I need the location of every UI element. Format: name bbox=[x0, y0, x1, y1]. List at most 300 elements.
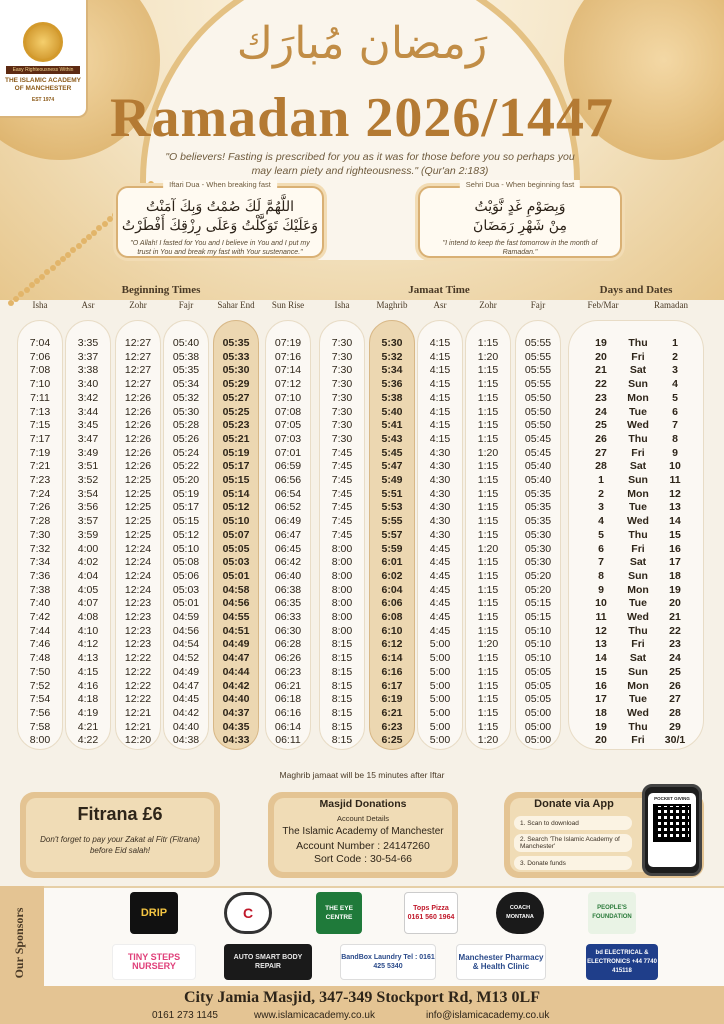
sponsor-bandbox-laundry[interactable]: BandBox Laundry Tel : 0161 425 5340 bbox=[340, 944, 436, 980]
time-cell: 7:08 bbox=[29, 364, 51, 377]
ramadan-day-cell: 17 bbox=[669, 556, 681, 569]
time-cell: 05:08 bbox=[172, 556, 200, 569]
time-cell: 4:45 bbox=[429, 556, 451, 569]
time-cell: 3:52 bbox=[77, 474, 99, 486]
time-cell: 1:15 bbox=[477, 515, 499, 528]
time-cell: 7:32 bbox=[29, 542, 51, 555]
time-cell: 06:52 bbox=[274, 501, 302, 514]
time-cell: 4:30 bbox=[429, 460, 451, 473]
table-row bbox=[0, 720, 724, 735]
time-cell: 05:50 bbox=[524, 419, 552, 432]
time-cell: 05:00 bbox=[524, 720, 552, 733]
time-cell: 5:00 bbox=[429, 706, 451, 719]
time-cell: 06:28 bbox=[274, 638, 302, 651]
date-cell: 7 bbox=[598, 556, 604, 569]
time-cell: 04:54 bbox=[172, 638, 200, 651]
time-cell: 06:56 bbox=[274, 474, 302, 486]
time-cell: 5:00 bbox=[429, 679, 451, 692]
time-cell: 1:15 bbox=[477, 405, 499, 418]
sehri-dua-english: "I intend to keep the fast tomorrow in the month of Ramadan." bbox=[442, 240, 598, 256]
table-row bbox=[0, 363, 724, 378]
weekday-cell: Tue bbox=[629, 693, 647, 706]
table-row bbox=[0, 500, 724, 515]
table-row bbox=[0, 391, 724, 406]
time-cell: 5:34 bbox=[381, 364, 403, 377]
time-cell: 05:10 bbox=[524, 624, 552, 637]
weekday-cell: Wed bbox=[627, 515, 649, 528]
time-cell: 12:22 bbox=[124, 665, 152, 678]
iftar-dua-arabic-1: اللَّهُمَّ لَكَ صُمْتُ وَبِكَ آمَنْتُ bbox=[146, 199, 294, 215]
time-cell: 6:25 bbox=[381, 734, 403, 747]
time-cell: 4:10 bbox=[77, 624, 99, 637]
ramadan-day-cell: 29 bbox=[669, 720, 681, 733]
time-cell: 5:45 bbox=[381, 446, 403, 459]
time-cell: 1:15 bbox=[477, 720, 499, 733]
time-cell: 05:20 bbox=[524, 569, 552, 582]
sponsor-c-logo[interactable]: C bbox=[224, 892, 272, 934]
ramadan-day-cell: 3 bbox=[672, 364, 678, 377]
time-cell: 7:34 bbox=[29, 556, 51, 569]
table-row bbox=[0, 336, 724, 351]
time-cell: 05:14 bbox=[222, 487, 250, 500]
weekday-cell: Sun bbox=[628, 665, 648, 678]
time-cell: 05:27 bbox=[222, 391, 250, 404]
sponsor-coach-montana[interactable]: COACH MONTANA bbox=[496, 892, 544, 934]
iftar-dua-box bbox=[116, 180, 324, 258]
time-cell: 7:45 bbox=[331, 474, 353, 486]
footer-phone[interactable]: 0161 273 1145 bbox=[152, 1010, 218, 1021]
date-cell: 9 bbox=[598, 583, 604, 596]
date-cell: 13 bbox=[595, 638, 607, 651]
time-cell: 4:15 bbox=[429, 378, 451, 391]
time-cell: 4:08 bbox=[77, 611, 99, 623]
time-cell: 05:33 bbox=[222, 350, 250, 363]
time-cell: 04:56 bbox=[222, 597, 250, 610]
ramadan-day-cell: 27 bbox=[669, 693, 681, 706]
weekday-cell: Sun bbox=[628, 378, 648, 391]
column-header: Asr bbox=[81, 300, 95, 310]
time-cell: 04:58 bbox=[222, 583, 250, 596]
sponsor-manchester-pharmacy[interactable]: Manchester Pharmacy & Health Clinic bbox=[456, 944, 546, 980]
ramadan-day-cell: 22 bbox=[669, 624, 681, 637]
time-cell: 05:32 bbox=[172, 391, 200, 404]
time-cell: 04:33 bbox=[222, 734, 250, 747]
table-row bbox=[0, 487, 724, 502]
time-cell: 05:03 bbox=[172, 583, 200, 596]
time-cell: 1:15 bbox=[477, 487, 499, 500]
weekday-cell: Sat bbox=[629, 364, 647, 377]
time-cell: 7:45 bbox=[331, 528, 353, 541]
sponsor-bd-electrical[interactable]: bd ELECTRICAL & ELECTRONICS +44 7740 415118 bbox=[586, 944, 658, 980]
time-cell: 1:20 bbox=[477, 734, 499, 747]
time-cell: 5:00 bbox=[429, 693, 451, 706]
time-cell: 4:30 bbox=[429, 528, 451, 541]
time-cell: 05:07 bbox=[222, 528, 250, 541]
time-cell: 05:01 bbox=[222, 569, 250, 582]
time-cell: 7:28 bbox=[29, 515, 51, 528]
footer-website[interactable]: www.islamicacademy.co.uk bbox=[254, 1010, 375, 1021]
app-step-2: 2. Search 'The Islamic Academy of Manchester' bbox=[514, 834, 632, 852]
time-cell: 4:02 bbox=[77, 556, 99, 569]
time-cell: 12:26 bbox=[124, 405, 152, 418]
date-cell: 8 bbox=[598, 569, 604, 582]
days-dates-heading: Days and Dates bbox=[599, 284, 673, 296]
sponsor-drip[interactable]: DRIP bbox=[130, 892, 178, 934]
time-cell: 1:15 bbox=[477, 378, 499, 391]
date-cell: 6 bbox=[598, 542, 604, 555]
time-cell: 05:50 bbox=[524, 391, 552, 404]
time-cell: 06:21 bbox=[274, 679, 302, 692]
time-cell: 3:57 bbox=[77, 515, 99, 528]
time-cell: 4:15 bbox=[429, 405, 451, 418]
donations-title: Masjid Donations bbox=[319, 798, 407, 810]
time-cell: 7:54 bbox=[29, 693, 51, 706]
time-cell: 7:38 bbox=[29, 583, 51, 596]
bead-decoration bbox=[65, 252, 71, 258]
time-cell: 06:30 bbox=[274, 624, 302, 637]
time-cell: 5:00 bbox=[429, 665, 451, 678]
time-cell: 05:35 bbox=[524, 501, 552, 514]
time-cell: 07:08 bbox=[274, 405, 302, 418]
time-cell: 8:15 bbox=[331, 679, 353, 692]
time-cell: 12:25 bbox=[124, 528, 152, 541]
time-cell: 05:17 bbox=[172, 501, 200, 514]
time-cell: 05:45 bbox=[524, 446, 552, 459]
table-row bbox=[0, 637, 724, 652]
date-cell: 20 bbox=[595, 350, 607, 363]
column-header: Isha bbox=[334, 300, 350, 310]
time-cell: 12:22 bbox=[124, 679, 152, 692]
table-row bbox=[0, 418, 724, 433]
time-cell: 7:58 bbox=[29, 720, 51, 733]
table-row bbox=[0, 692, 724, 707]
time-cell: 8:15 bbox=[331, 706, 353, 719]
sponsor-peoples-foundation[interactable]: PEOPLE'S FOUNDATION bbox=[588, 892, 636, 934]
table-row bbox=[0, 432, 724, 447]
donations-account-number[interactable]: Account Number : 24147260 bbox=[296, 840, 430, 852]
date-cell: 22 bbox=[595, 378, 607, 391]
time-cell: 6:12 bbox=[381, 638, 403, 651]
time-cell: 8:00 bbox=[331, 624, 353, 637]
time-cell: 4:45 bbox=[429, 583, 451, 596]
time-cell: 4:15 bbox=[429, 364, 451, 377]
time-cell: 04:40 bbox=[222, 693, 250, 706]
phone-qr-graphic[interactable] bbox=[642, 784, 702, 876]
time-cell: 06:54 bbox=[274, 487, 302, 500]
time-cell: 05:01 bbox=[172, 597, 200, 610]
time-cell: 05:05 bbox=[524, 665, 552, 678]
time-cell: 06:14 bbox=[274, 720, 302, 733]
time-cell: 7:30 bbox=[29, 528, 51, 541]
time-cell: 04:37 bbox=[222, 706, 250, 719]
time-cell: 4:21 bbox=[77, 720, 99, 733]
time-cell: 05:30 bbox=[524, 528, 552, 541]
time-cell: 7:13 bbox=[29, 405, 51, 418]
date-cell: 17 bbox=[595, 693, 607, 706]
time-cell: 05:05 bbox=[524, 679, 552, 692]
date-cell: 18 bbox=[595, 706, 607, 719]
column-header: Isha bbox=[32, 300, 48, 310]
ramadan-day-cell: 13 bbox=[669, 501, 681, 514]
maghrib-note: Maghrib jamaat will be 15 minutes after Iftar bbox=[279, 770, 445, 780]
time-cell: 12:23 bbox=[124, 638, 152, 651]
time-cell: 1:15 bbox=[477, 624, 499, 637]
time-cell: 05:15 bbox=[222, 474, 250, 486]
time-cell: 7:30 bbox=[331, 419, 353, 432]
time-cell: 06:35 bbox=[274, 597, 302, 610]
phone-label: POCKET GIVING bbox=[654, 796, 690, 801]
column-header: Zohr bbox=[479, 300, 497, 310]
time-cell: 5:00 bbox=[429, 720, 451, 733]
time-cell: 05:55 bbox=[524, 350, 552, 363]
time-cell: 1:15 bbox=[477, 501, 499, 514]
time-cell: 12:25 bbox=[124, 501, 152, 514]
time-cell: 7:30 bbox=[331, 391, 353, 404]
time-cell: 7:11 bbox=[30, 391, 50, 404]
date-cell: 2 bbox=[598, 487, 604, 500]
time-cell: 1:15 bbox=[477, 693, 499, 706]
iftar-dua-english: "O Allah! I fasted for You and I believe in You and I put my trust in You and break my fast with Your sustenance." bbox=[130, 240, 310, 256]
table-row bbox=[0, 596, 724, 611]
table-row bbox=[0, 555, 724, 570]
footer-email[interactable]: info@islamicacademy.co.uk bbox=[426, 1010, 550, 1021]
time-cell: 4:30 bbox=[429, 446, 451, 459]
footer-address: City Jamia Masjid, 347-349 Stockport Rd, M13 0LF bbox=[184, 989, 540, 1006]
time-cell: 12:26 bbox=[124, 391, 152, 404]
fitrana-text: Don't forget to pay your Zakat al Fitr (Fitrana) before Eid salah! bbox=[40, 835, 200, 855]
time-cell: 7:36 bbox=[29, 569, 51, 582]
ramadan-day-cell: 18 bbox=[669, 569, 681, 582]
time-cell: 05:10 bbox=[524, 652, 552, 665]
ramadan-day-cell: 9 bbox=[672, 446, 678, 459]
bead-decoration bbox=[102, 221, 108, 227]
time-cell: 07:05 bbox=[274, 419, 302, 432]
fitrana-panel bbox=[20, 792, 220, 878]
weekday-cell: Thu bbox=[628, 337, 648, 349]
time-cell: 8:15 bbox=[331, 693, 353, 706]
time-cell: 7:06 bbox=[29, 350, 51, 363]
time-cell: 7:30 bbox=[331, 337, 353, 349]
weekday-cell: Thu bbox=[628, 624, 648, 637]
time-cell: 12:21 bbox=[124, 720, 152, 733]
sehri-dua-arabic-1: وَبِصَوْمِ غَدٍ نَّوَيْتُ bbox=[474, 199, 566, 215]
weekday-cell: Mon bbox=[627, 487, 649, 500]
bead-decoration bbox=[91, 230, 97, 236]
ramadan-day-cell: 8 bbox=[672, 432, 678, 445]
weekday-cell: Thu bbox=[628, 720, 648, 733]
time-cell: 4:45 bbox=[429, 597, 451, 610]
time-cell: 1:15 bbox=[477, 679, 499, 692]
table-row bbox=[0, 679, 724, 694]
date-cell: 23 bbox=[595, 391, 607, 404]
time-cell: 4:00 bbox=[77, 542, 99, 555]
sponsors-label: Our Sponsors bbox=[12, 907, 26, 979]
time-cell: 7:50 bbox=[29, 665, 51, 678]
donations-sort-code[interactable]: Sort Code : 30-54-66 bbox=[313, 853, 413, 865]
time-cell: 1:15 bbox=[477, 419, 499, 432]
time-cell: 04:47 bbox=[222, 652, 250, 665]
weekday-cell: Sat bbox=[629, 460, 647, 473]
time-cell: 12:22 bbox=[124, 693, 152, 706]
ramadan-day-cell: 10 bbox=[669, 460, 681, 473]
time-cell: 8:00 bbox=[331, 583, 353, 596]
time-cell: 05:00 bbox=[524, 706, 552, 719]
time-cell: 12:27 bbox=[124, 364, 152, 377]
time-cell: 8:00 bbox=[331, 611, 353, 623]
time-cell: 12:24 bbox=[124, 556, 152, 569]
time-cell: 4:15 bbox=[429, 391, 451, 404]
date-cell: 15 bbox=[595, 665, 607, 678]
sponsor-tiny-steps[interactable]: TINY STEPS NURSERY bbox=[112, 944, 196, 980]
weekday-cell: Sun bbox=[628, 569, 648, 582]
column-header: Asr bbox=[433, 300, 447, 310]
time-cell: 1:15 bbox=[477, 364, 499, 377]
table-row bbox=[0, 459, 724, 474]
time-cell: 6:06 bbox=[381, 597, 403, 610]
date-cell: 1 bbox=[598, 474, 604, 486]
date-cell: 4 bbox=[598, 515, 604, 528]
time-cell: 1:15 bbox=[477, 665, 499, 678]
time-cell: 05:12 bbox=[222, 501, 250, 514]
column-header: Fajr bbox=[530, 300, 546, 310]
time-cell: 12:25 bbox=[124, 515, 152, 528]
time-cell: 4:19 bbox=[77, 706, 99, 719]
weekday-cell: Fri bbox=[631, 638, 645, 651]
time-cell: 05:20 bbox=[524, 583, 552, 596]
time-cell: 12:21 bbox=[124, 706, 152, 719]
time-cell: 06:16 bbox=[274, 706, 302, 719]
arabic-title: رَمضان مُبارَك bbox=[236, 18, 488, 69]
table-row bbox=[0, 446, 724, 461]
time-cell: 05:05 bbox=[222, 542, 250, 555]
time-cell: 8:15 bbox=[331, 665, 353, 678]
time-cell: 7:21 bbox=[29, 460, 51, 473]
time-cell: 8:00 bbox=[331, 597, 353, 610]
time-cell: 1:15 bbox=[477, 337, 499, 349]
sponsor-auto-smart[interactable]: AUTO SMART BODY REPAIR bbox=[224, 944, 312, 980]
time-cell: 5:00 bbox=[429, 734, 451, 747]
weekday-cell: Tue bbox=[629, 597, 647, 610]
time-cell: 7:48 bbox=[29, 652, 51, 665]
date-cell: 11 bbox=[595, 611, 607, 623]
time-cell: 1:20 bbox=[477, 446, 499, 459]
time-cell: 05:15 bbox=[172, 515, 200, 528]
time-cell: 05:35 bbox=[524, 515, 552, 528]
time-cell: 4:15 bbox=[429, 432, 451, 445]
time-cell: 06:11 bbox=[275, 734, 301, 747]
time-cell: 04:40 bbox=[172, 720, 200, 733]
time-cell: 06:42 bbox=[274, 556, 302, 569]
time-cell: 06:26 bbox=[274, 652, 302, 665]
time-cell: 7:24 bbox=[29, 487, 51, 500]
time-cell: 1:15 bbox=[477, 611, 499, 623]
time-cell: 4:15 bbox=[77, 665, 99, 678]
date-cell: 28 bbox=[595, 460, 607, 473]
time-cell: 4:30 bbox=[429, 515, 451, 528]
weekday-cell: Sat bbox=[629, 556, 647, 569]
app-step-1: 1. Scan to download bbox=[514, 816, 632, 830]
table-row bbox=[0, 706, 724, 721]
ramadan-day-cell: 7 bbox=[672, 419, 678, 432]
sponsor-tops-pizza[interactable]: Tops Pizza 0161 560 1964 bbox=[404, 892, 458, 934]
time-cell: 3:42 bbox=[77, 391, 99, 404]
logo-est: EST 1974 bbox=[31, 97, 55, 103]
time-cell: 4:22 bbox=[77, 734, 99, 747]
time-cell: 5:32 bbox=[381, 350, 403, 363]
date-cell: 12 bbox=[595, 624, 607, 637]
ramadan-day-cell: 28 bbox=[669, 706, 681, 719]
time-cell: 8:00 bbox=[331, 556, 353, 569]
ramadan-day-cell: 2 bbox=[672, 350, 678, 363]
time-cell: 8:15 bbox=[331, 652, 353, 665]
time-cell: 05:25 bbox=[222, 405, 250, 418]
time-cell: 4:45 bbox=[429, 542, 451, 555]
time-cell: 05:10 bbox=[222, 515, 250, 528]
table-row bbox=[0, 583, 724, 598]
time-cell: 05:40 bbox=[524, 474, 552, 486]
weekday-cell: Tue bbox=[629, 501, 647, 514]
date-cell: 25 bbox=[595, 419, 607, 432]
time-cell: 05:30 bbox=[524, 556, 552, 569]
sponsor-eye-centre[interactable]: THE EYE CENTRE bbox=[316, 892, 362, 934]
time-cell: 5:49 bbox=[381, 474, 403, 486]
time-cell: 7:30 bbox=[331, 378, 353, 391]
time-cell: 7:30 bbox=[331, 364, 353, 377]
time-cell: 1:15 bbox=[477, 528, 499, 541]
time-cell: 5:55 bbox=[381, 515, 403, 528]
time-cell: 7:45 bbox=[331, 446, 353, 459]
weekday-cell: Wed bbox=[627, 419, 649, 432]
table-row bbox=[0, 733, 724, 748]
time-cell: 05:20 bbox=[172, 474, 200, 486]
weekday-cell: Tue bbox=[629, 405, 647, 418]
time-cell: 05:30 bbox=[172, 405, 200, 418]
weekday-cell: Fri bbox=[631, 446, 645, 459]
time-cell: 12:24 bbox=[124, 542, 152, 555]
time-cell: 5:36 bbox=[381, 378, 403, 391]
qr-code-icon[interactable] bbox=[653, 804, 691, 842]
time-cell: 6:14 bbox=[381, 652, 403, 665]
donate-app-title: Donate via App bbox=[534, 798, 614, 810]
time-cell: 07:14 bbox=[274, 364, 302, 377]
time-cell: 05:23 bbox=[222, 419, 250, 432]
ramadan-day-cell: 30/1 bbox=[664, 734, 686, 747]
ramadan-day-cell: 26 bbox=[669, 679, 681, 692]
time-cell: 5:53 bbox=[381, 501, 403, 514]
donations-account-name[interactable]: The Islamic Academy of Manchester bbox=[282, 826, 444, 837]
time-cell: 12:23 bbox=[124, 611, 152, 623]
time-cell: 04:49 bbox=[172, 665, 200, 678]
date-cell: 20 bbox=[595, 734, 607, 747]
time-cell: 1:15 bbox=[477, 583, 499, 596]
time-cell: 5:43 bbox=[381, 432, 403, 445]
time-cell: 05:15 bbox=[524, 611, 552, 623]
time-cell: 04:49 bbox=[222, 638, 250, 651]
time-cell: 04:42 bbox=[222, 679, 250, 692]
time-cell: 1:20 bbox=[477, 350, 499, 363]
time-cell: 4:45 bbox=[429, 611, 451, 623]
time-cell: 04:59 bbox=[172, 611, 200, 623]
time-cell: 7:46 bbox=[29, 638, 51, 651]
time-cell: 05:55 bbox=[524, 378, 552, 391]
time-cell: 1:15 bbox=[477, 652, 499, 665]
time-cell: 05:28 bbox=[172, 419, 200, 432]
time-cell: 05:06 bbox=[172, 569, 200, 582]
time-cell: 4:30 bbox=[429, 474, 451, 486]
time-cell: 3:45 bbox=[77, 419, 99, 432]
time-cell: 7:04 bbox=[29, 337, 51, 349]
weekday-cell: Wed bbox=[627, 706, 649, 719]
